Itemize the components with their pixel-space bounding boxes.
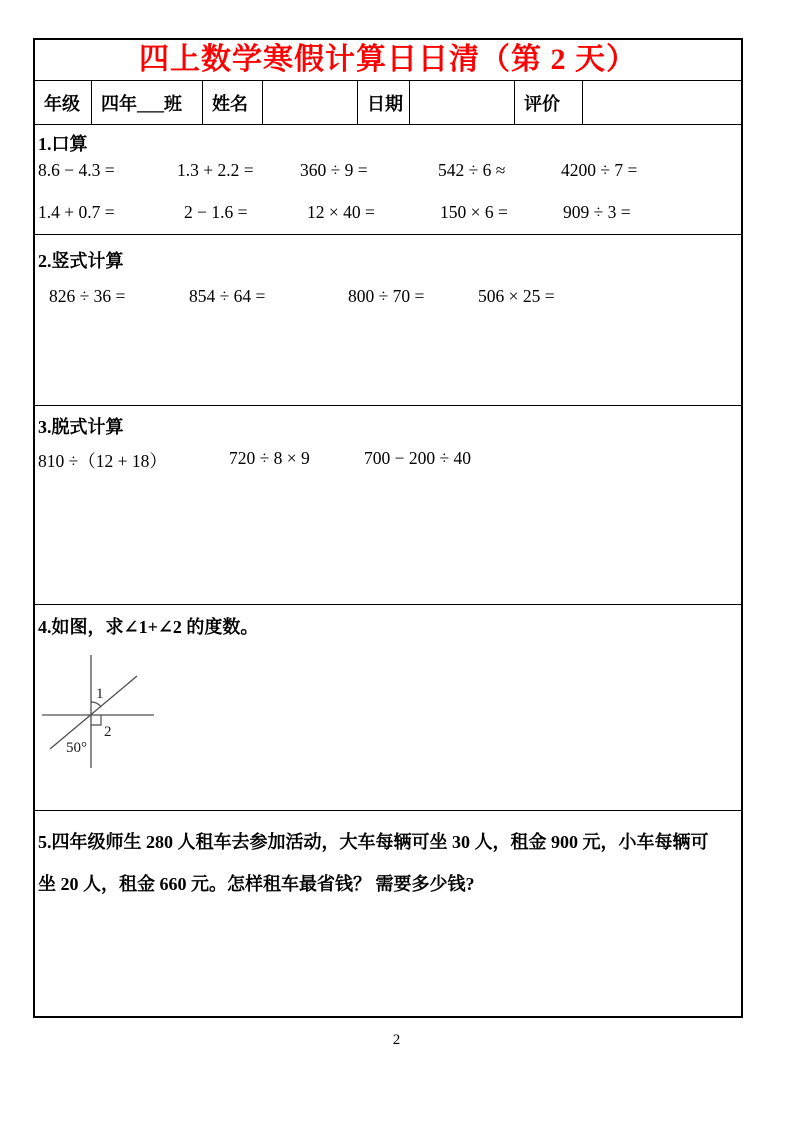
grade-label: 年级 — [44, 93, 80, 114]
oral-problem: 2 − 1.6 = — [184, 202, 248, 222]
oral-problem: 1.4 + 0.7 = — [38, 202, 115, 222]
oral-problem: 1.3 + 2.2 = — [177, 160, 254, 180]
diagonal-line — [50, 676, 137, 749]
page-number: 2 — [392, 1032, 401, 1048]
oral-problem: 12 × 40 = — [307, 202, 375, 222]
section-oral-label: 1.口算 — [38, 134, 88, 154]
column-problem: 854 ÷ 64 = — [189, 286, 266, 306]
angle2-label: 2 — [104, 724, 112, 740]
section-column-calc — [35, 235, 741, 406]
date-label-cell — [358, 81, 410, 124]
name-blank-cell — [263, 81, 358, 124]
section-word-problem — [35, 811, 741, 1016]
given-angle-label: 50° — [66, 740, 87, 756]
grade-value-cell — [92, 81, 203, 124]
oral-problem: 360 ÷ 9 = — [300, 160, 368, 180]
name-label-cell — [203, 81, 263, 124]
section-column-label: 2.竖式计算 — [38, 251, 124, 271]
section-geometry-label: 4.如图，求∠1+∠2 的度数。 — [38, 617, 259, 637]
oral-problem: 8.6 − 4.3 = — [38, 160, 115, 180]
stepwise-problem: 700 − 200 ÷ 40 — [364, 448, 471, 468]
title-row — [35, 40, 741, 81]
info-header-row — [35, 81, 741, 125]
worksheet-table — [33, 38, 743, 1018]
oral-problem: 909 ÷ 3 = — [563, 202, 631, 222]
oral-problem: 4200 ÷ 7 = — [561, 160, 638, 180]
rating-label: 评价 — [524, 93, 560, 114]
column-problem: 506 × 25 = — [478, 286, 555, 306]
date-blank-cell — [410, 81, 515, 124]
angle-diagram — [40, 649, 200, 794]
stepwise-problem: 720 ÷ 8 × 9 — [229, 448, 310, 468]
section-stepwise-calc — [35, 406, 741, 605]
column-problem: 826 ÷ 36 = — [49, 286, 126, 306]
section-stepwise-label: 3.脱式计算 — [38, 417, 124, 437]
angle1-arc — [91, 702, 101, 707]
rating-blank-cell — [583, 81, 741, 124]
oral-problem: 150 × 6 = — [440, 202, 508, 222]
stepwise-problem: 810 ÷（12 + 18） — [38, 451, 167, 471]
grade-label-cell — [35, 81, 92, 124]
name-label: 姓名 — [212, 93, 248, 114]
word-problem-line: 坐 20 人，租金 660 元。怎样租车最省钱？ 需要多少钱? — [38, 874, 475, 894]
section-oral-calc — [35, 125, 741, 235]
page-title: 四上数学寒假计算日日清（第 2 天） — [139, 43, 637, 76]
rating-label-cell — [515, 81, 583, 124]
section-geometry — [35, 605, 741, 811]
right-angle-mark — [91, 715, 101, 725]
word-problem-line: 5.四年级师生 280 人租车去参加活动，大车每辆可坐 30 人，租金 900 元，小车每辆可 — [38, 832, 709, 852]
angle1-label: 1 — [96, 686, 104, 702]
date-label: 日期 — [367, 93, 403, 114]
column-problem: 800 ÷ 70 = — [348, 286, 425, 306]
oral-problem: 542 ÷ 6 ≈ — [438, 160, 506, 180]
word-problem-text — [38, 821, 735, 905]
grade-value: 四年___班 — [101, 93, 182, 114]
